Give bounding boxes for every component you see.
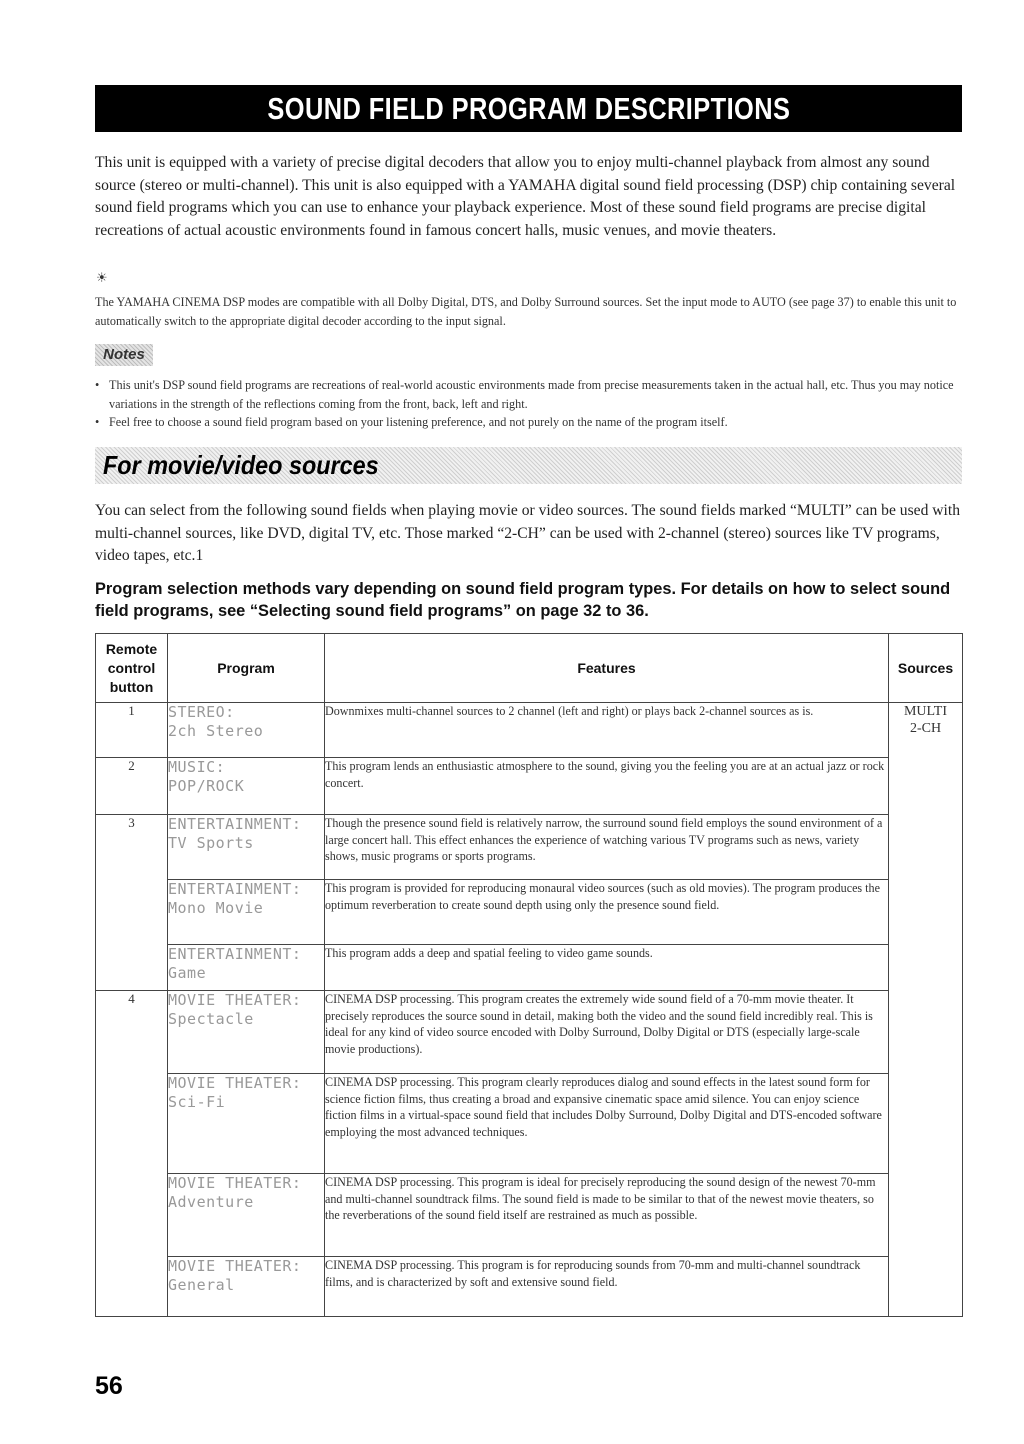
page-number: 56 xyxy=(95,1372,123,1400)
program-name: Adventure xyxy=(168,1193,254,1211)
page-title-banner xyxy=(95,85,962,132)
section-intro: You can select from the following sound fields when playing movie or video sources. The sound fields marked “MULTI” can be used with multi-channel sources, like DVD, digital TV, etc. Those marked “2-CH” can be used with 2-channel (stereo) sources like TV programs, video tapes, etc.1 xyxy=(95,502,960,565)
program-cell xyxy=(168,1257,325,1317)
features-cell: CINEMA DSP processing. This program clearly reproduces dialog and sound effects in the latest sound form for science fiction films, thus creating a broad and expansive cinematic space amid silence. You can enjoy science fiction films in a virtual-space sound field that includes Dolby Surround, Dolby Digital and DTS-encoded software employing the most advanced techniques. xyxy=(325,1074,889,1174)
button-cell: 3 xyxy=(96,815,168,991)
program-category: MOVIE THEATER: xyxy=(168,1257,302,1275)
page-title: SOUND FIELD PROGRAM DESCRIPTIONS xyxy=(267,91,790,126)
notes-label: Notes xyxy=(95,344,153,366)
section-heading-bar xyxy=(95,447,962,484)
program-category: STEREO: xyxy=(168,703,235,721)
table-row xyxy=(96,991,963,1074)
program-name: TV Sports xyxy=(168,834,254,852)
header-remote-line: Remote xyxy=(105,640,158,657)
source-2ch: 2-CH xyxy=(909,721,942,736)
program-cell xyxy=(168,758,325,815)
tip-icon: ☀ xyxy=(96,270,108,285)
program-category: MOVIE THEATER: xyxy=(168,1174,302,1192)
notes-list xyxy=(95,376,965,432)
features-cell: CINEMA DSP processing. This program is for reproducing sounds from 70-mm and multi-channel soundtrack films, and is characterized by soft and extensive sound field. xyxy=(325,1257,889,1317)
program-cell xyxy=(168,703,325,758)
program-table xyxy=(95,633,963,1317)
program-category: MOVIE THEATER: xyxy=(168,1074,302,1092)
table-row xyxy=(96,815,963,880)
program-category: MOVIE THEATER: xyxy=(168,991,302,1009)
program-name: Spectacle xyxy=(168,1010,254,1028)
program-cell xyxy=(168,991,325,1074)
header-program: Program xyxy=(168,634,325,703)
program-cell xyxy=(168,1174,325,1257)
table-row xyxy=(96,1257,963,1317)
program-cell xyxy=(168,945,325,991)
button-cell: 4 xyxy=(96,991,168,1317)
program-category: ENTERTAINMENT: xyxy=(168,880,302,898)
source-multi: MULTI xyxy=(903,704,948,719)
table-row xyxy=(96,758,963,815)
features-cell: This program is provided for reproducing monaural video sources (such as old movies). The program produces the optimum reverberation to create sound depth using only the presence sound field. xyxy=(325,880,889,945)
header-remote xyxy=(96,634,168,703)
tip-paragraph: The YAMAHA CINEMA DSP modes are compatible with all Dolby Digital, DTS, and Dolby Surround sources. Set the input mode to AUTO (see page 37) to enable this unit to automatically switch to the appropriate digital decoder according to the input signal. xyxy=(95,295,957,328)
program-name: POP/ROCK xyxy=(168,777,245,795)
program-category: MUSIC: xyxy=(168,758,226,776)
note-item: • This unit's DSP sound field programs are recreations of real-world acoustic environments made from precise measurements taken in the actual hall, etc. Thus you may notice variations in the strength of the reflections coming from the front, back, left and right. xyxy=(95,376,965,413)
program-name: General xyxy=(168,1276,235,1294)
table-row xyxy=(96,945,963,991)
features-cell: CINEMA DSP processing. This program creates the extremely wide sound field of a 70-mm movie theater. It precisely reproduces the source sound in detail, making both the video and the sound field incredibly real. This is ideal for any kind of video source encoded with Dolby Surround, Dolby Digital or DTS (especially large-scale movie productions). xyxy=(325,991,889,1074)
button-cell: 1 xyxy=(96,703,168,758)
sources-cell xyxy=(889,703,963,1317)
header-sources: Sources xyxy=(889,634,963,703)
program-name: Game xyxy=(168,964,207,982)
section-heading: For movie/video sources xyxy=(103,450,379,480)
features-cell: Though the presence sound field is relatively narrow, the surround sound field employs the sound environment of a large concert hall. This effect enhances the experience of watching various TV programs such as news, variety shows, music programs or sports programs. xyxy=(325,815,889,880)
header-remote-line: button xyxy=(109,678,154,695)
note-item: • Feel free to choose a sound field program based on your listening preference, and not purely on the name of the program itself. xyxy=(95,413,965,432)
program-category: ENTERTAINMENT: xyxy=(168,945,302,963)
program-cell xyxy=(168,1074,325,1174)
table-row xyxy=(96,880,963,945)
program-cell xyxy=(168,880,325,945)
table-header-row xyxy=(96,634,963,703)
intro-paragraph: This unit is equipped with a variety of precise digital decoders that allow you to enjoy multi-channel playback from almost any sound source (stereo or multi-channel). This unit is also equipped with a YAMAHA digital sound field processing (DSP) chip containing several sound field programs which you can use to enhance your playback experience. Most of these sound field programs are precise digital recreations of actual acoustic environments found in famous concert halls, music venues, and movie theaters. xyxy=(95,154,956,239)
program-category: ENTERTAINMENT: xyxy=(168,815,302,833)
features-cell: Downmixes multi-channel sources to 2 channel (left and right) or plays back 2-channel sources as is. xyxy=(325,703,889,758)
features-cell: CINEMA DSP processing. This program is ideal for precisely reproducing the sound design of the newest 70-mm and multi-channel soundtrack films. The sound field is made to be similar to that of the newest movie theaters, so the reverberations of the sound field itself are restrained as much as possible. xyxy=(325,1174,889,1257)
program-cell xyxy=(168,815,325,880)
button-cell: 2 xyxy=(96,758,168,815)
header-features: Features xyxy=(325,634,889,703)
table-row xyxy=(96,1174,963,1257)
table-row xyxy=(96,1074,963,1174)
header-remote-line: control xyxy=(107,659,156,676)
program-name: Mono Movie xyxy=(168,899,264,917)
features-cell: This program lends an enthusiastic atmosphere to the sound, giving you the feeling you are at an actual jazz or rock concert. xyxy=(325,758,889,815)
table-row xyxy=(96,703,963,758)
features-cell: This program adds a deep and spatial feeling to video game sounds. xyxy=(325,945,889,991)
program-name: 2ch Stereo xyxy=(168,722,264,740)
selection-note: Program selection methods vary depending on sound field program types. For details on how to select sound field programs, see “Selecting sound field programs” on page 32 to 36. xyxy=(95,580,951,620)
program-name: Sci-Fi xyxy=(168,1093,226,1111)
